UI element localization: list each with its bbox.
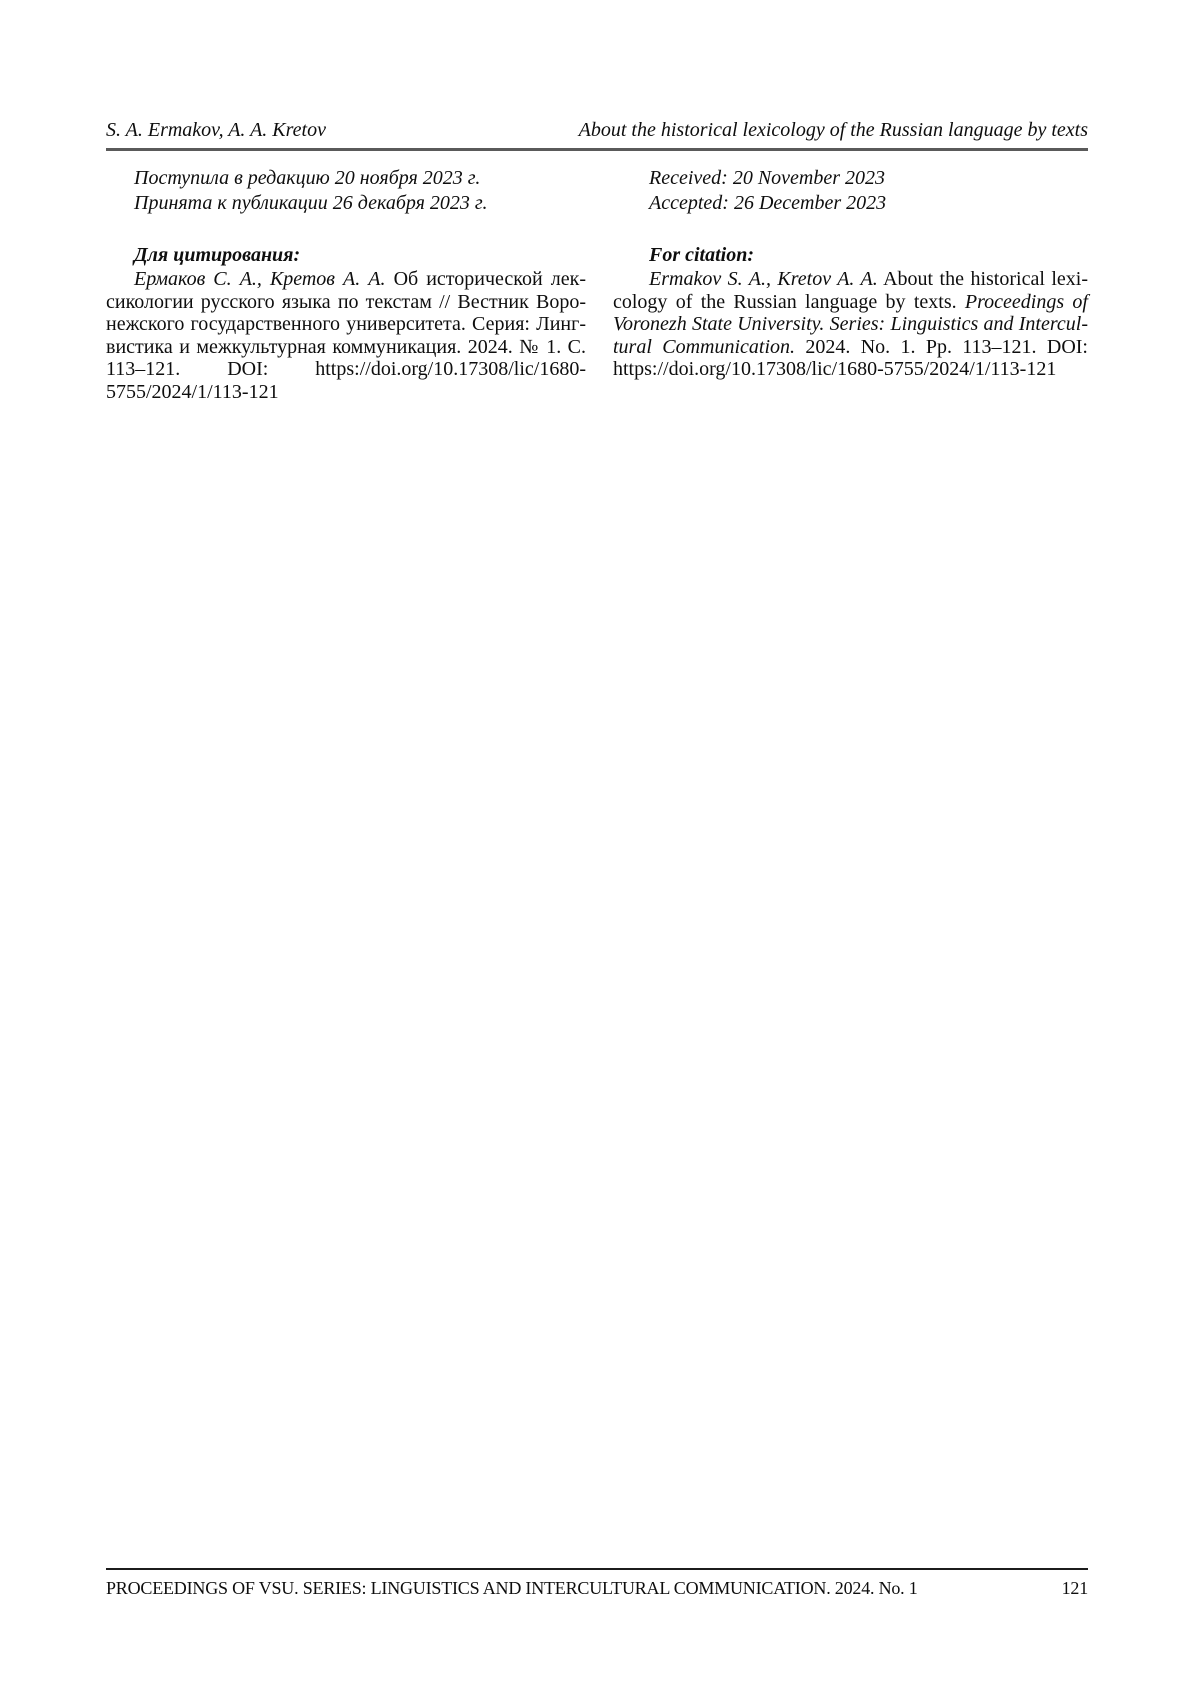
dates-block-en <box>613 166 1088 216</box>
citation-authors-ru: Ермаков С. А., Кретов А. А. <box>134 268 386 290</box>
page-footer <box>106 1577 1088 1599</box>
article-meta-columns <box>106 166 1088 403</box>
citation-heading-en: For citation: <box>649 244 755 266</box>
footer-rule <box>106 1568 1088 1570</box>
running-head-authors: S. A. Ermakov, A. A. Kretov <box>106 119 326 141</box>
accepted-date-ru: Принята к публикации 26 декабря 2023 г. <box>134 192 488 214</box>
footer-page-number: 121 <box>1061 1578 1088 1598</box>
header-rule <box>106 148 1088 151</box>
running-head-title: About the historical lexicology of the Russian language by texts <box>578 119 1088 141</box>
received-date-ru: Поступила в редакцию 20 ноября 2023 г. <box>134 167 481 189</box>
dates-block-ru <box>106 166 586 216</box>
citation-authors-en: Ermakov S. A., Kretov A. A. <box>649 268 878 290</box>
citation-heading-ru: Для цитирования: <box>134 244 301 266</box>
running-head <box>106 118 1088 142</box>
citation-paragraph-en <box>613 268 1088 381</box>
citation-tail-en: 2024. No. 1. Pp. 113–121. DOI: https://doi.org/10.17308/lic/1680-5755/2024/1/113-121 <box>613 335 1088 380</box>
citation-text-ru: Об исторической лексикологии русского языка по текстам // Вестник Воронежского государственного университета. Серия: Лингвистика и межкультурная коммуникация. 2024. № 1. С. 113–121. DOI: https://doi.org/10.17308/lic/1680-5755/2024/1/113-121 <box>106 268 586 403</box>
column-english <box>613 166 1088 403</box>
column-russian <box>106 166 586 403</box>
accepted-date-en: Accepted: 26 December 2023 <box>649 192 887 214</box>
citation-journal-en: Proceedings of Voronezh State University. Series: Linguistics and Intercultural Communication. <box>613 290 1088 358</box>
citation-text-en: About the historical lexicology of the Russian language by texts. <box>613 268 1088 313</box>
received-date-en: Received: 20 November 2023 <box>649 167 886 189</box>
footer-journal-line: PROCEEDINGS OF VSU. SERIES: LINGUISTICS AND INTERCULTURAL COMMUNICATION. 2024. No. 1 <box>106 1578 918 1598</box>
citation-paragraph-ru <box>106 268 586 403</box>
